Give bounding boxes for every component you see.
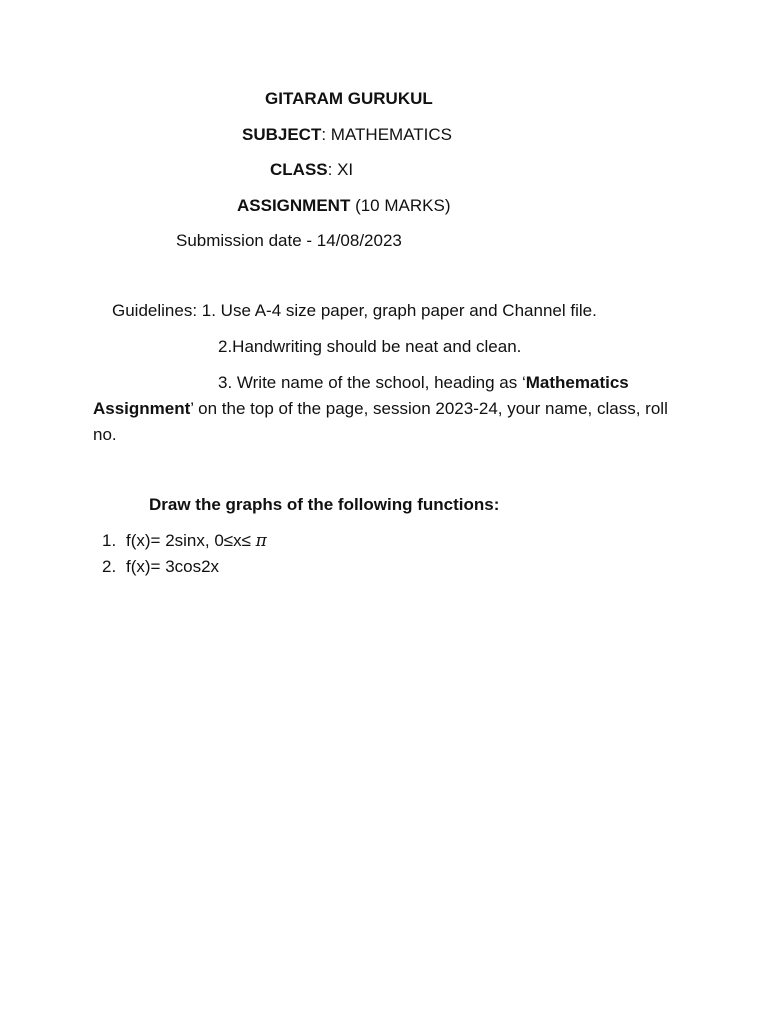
subject-label: SUBJECT — [242, 125, 322, 144]
task-heading: Draw the graphs of the following functions: — [149, 495, 500, 514]
guideline-3-bold-assignment: Assignment — [93, 399, 191, 418]
list-item — [102, 554, 267, 579]
submission-date: Submission date - 14/08/2023 — [176, 231, 402, 250]
guideline-3-bold-mathematics: Mathematics — [525, 373, 629, 392]
class-value: : XI — [327, 160, 354, 179]
subject-value: : MATHEMATICS — [321, 125, 453, 144]
pi-symbol: π — [255, 531, 267, 551]
guideline-2: 2.Handwriting should be neat and clean. — [218, 337, 522, 356]
list-item-number: 2. — [102, 557, 117, 576]
assignment-label: ASSIGNMENT — [237, 196, 351, 215]
subject-line — [242, 124, 452, 146]
guideline-3-end: ’ on the top of the page, session 2023-24, your name, class, roll no. — [93, 399, 668, 444]
assignment-line — [237, 195, 450, 217]
list-item-number: 1. — [102, 531, 117, 550]
guideline-3-start: 3. Write name of the school, heading as ‘ — [218, 373, 526, 392]
class-label: CLASS — [270, 160, 328, 179]
function-list — [102, 528, 267, 579]
list-item — [102, 528, 267, 554]
list-item-text: f(x)= 2sinx, 0≤x≤ — [126, 531, 256, 550]
assignment-marks: (10 MARKS) — [350, 196, 451, 215]
school-name: GITARAM GURUKUL — [265, 89, 433, 108]
class-line — [270, 159, 353, 181]
guideline-1: Guidelines: 1. Use A-4 size paper, graph paper and Channel file. — [112, 301, 597, 320]
guideline-3 — [93, 370, 693, 448]
list-item-text: f(x)= 3cos2x — [126, 557, 220, 576]
